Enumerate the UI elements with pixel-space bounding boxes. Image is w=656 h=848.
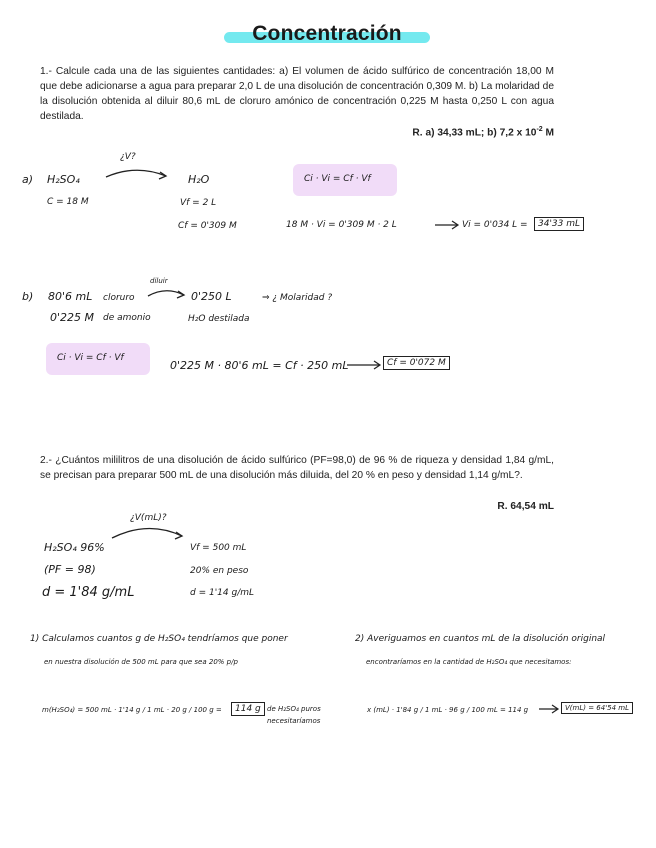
p2-arrow [110,522,186,542]
answer-1-exponent: -2 [536,126,543,133]
problem-1-text: 1.- Calcule cada una de las siguientes cantidades: a) El volumen de ácido sulfúrico de concentración 18,00 M que debe adicionarse a agua para preparar 2,0 L de una disolución de concentración 0,309 M. b) La molaridad de la disolución obtenida al diluir 80,6 mL de cloruro amónico de concentración 0,225 M hasta 0,250 L con agua destilada. [40,66,554,122]
step2-boxed-result: V(mL) = 64'54 mL [561,702,633,714]
part-b-volume: 80'6 mL [48,290,93,303]
p2-final-volume: Vf = 500 mL [190,543,247,553]
p2-percentage: 20% en peso [190,566,249,576]
part-b-boxed-result: Cf = 0'072 M [383,356,450,370]
p2-reactant: H₂SO₄ 96% [44,541,105,554]
part-b-formula: Ci · Vi = Cf · Vf [57,353,124,363]
part-a-product: H₂O [188,173,210,186]
step2-line2: encontraríamos en la cantidad de H₂SO₄ que necesitamos: [366,658,572,666]
title-area [224,22,430,50]
answer-1-prefix: R. a) 34,33 mL; b) 7,2 x 10 [412,127,537,139]
part-a-calc-result: Vi = 0'034 L = [462,220,528,230]
part-b-final-volume: 0'250 L [191,290,232,303]
part-a-calc: 18 M · Vi = 0'309 M · 2 L [286,220,397,230]
problem-2-text: 2.- ¿Cuántos mililitros de una disolución de ácido sulfúrico (PF=98,0) de 96 % de riqueza y densidad 1,84 g/mL, se precisan para preparar 500 mL de una disolución más diluida, del 20 % en peso y densidad 1,14 g/mL?. [40,455,554,481]
step2-calc: x (mL) · 1'84 g / 1 mL · 96 g / 100 mL = 114 g [367,706,529,714]
part-a-reactant: H₂SO₄ [47,173,80,186]
page-title: Concentración [252,22,402,45]
part-b-result-arrow [346,360,382,370]
part-a-concentration: C = 18 M [47,197,89,207]
step1-line2: en nuestra disolución de 500 mL para que sea 20% p/p [44,658,238,666]
part-b-conc: 0'225 M [50,311,95,324]
part-b-solvent: H₂O destilada [188,314,250,324]
step1-tail-2: necesitaríamos [267,717,321,725]
step2-line1: 2) Averiguamos en cuantos mL de la disolución original [355,634,606,644]
part-a-arrow [104,164,170,182]
part-a-final-conc: Cf = 0'309 M [178,221,237,231]
step1-boxed-result: 114 g [231,702,265,716]
step1-line1: 1) Calculamos cuantos g de H₂SO₄ tendríamos que poner [30,634,288,644]
answer-1-suffix: M [542,127,554,139]
part-b-verb: diluir [150,277,168,285]
part-b-substance-1: cloruro [103,293,135,303]
p2-density-2: d = 1'14 g/mL [190,588,255,598]
problem-2-answer: R. 64,54 mL [497,501,554,512]
part-a-result-arrow [434,220,460,230]
p2-question: ¿V(mL)? [130,513,167,523]
part-a-label: a) [22,173,34,186]
part-b-substance-2: de amonio [103,313,151,323]
part-a-formula: Ci · Vi = Cf · Vf [304,174,371,184]
part-b-calc: 0'225 M · 80'6 mL = Cf · 250 mL [170,359,349,372]
step1-calc: m(H₂SO₄) = 500 mL · 1'14 g / 1 mL · 20 g / 100 g = [42,706,222,714]
part-b-question: ⇒ ¿ Molaridad ? [262,293,333,303]
p2-molar-mass: (PF = 98) [44,563,96,576]
part-b-arrow [146,286,188,300]
p2-density: d = 1'84 g/mL [42,585,135,600]
step1-tail-1: de H₂SO₄ puros [267,705,321,713]
part-a-final-volume: Vf = 2 L [180,198,217,208]
step2-result-arrow [538,704,560,714]
problem-1-answer [412,126,554,138]
part-b-label: b) [22,290,34,303]
part-a-question: ¿V? [120,152,136,162]
part-a-boxed-result: 34'33 mL [534,217,584,231]
